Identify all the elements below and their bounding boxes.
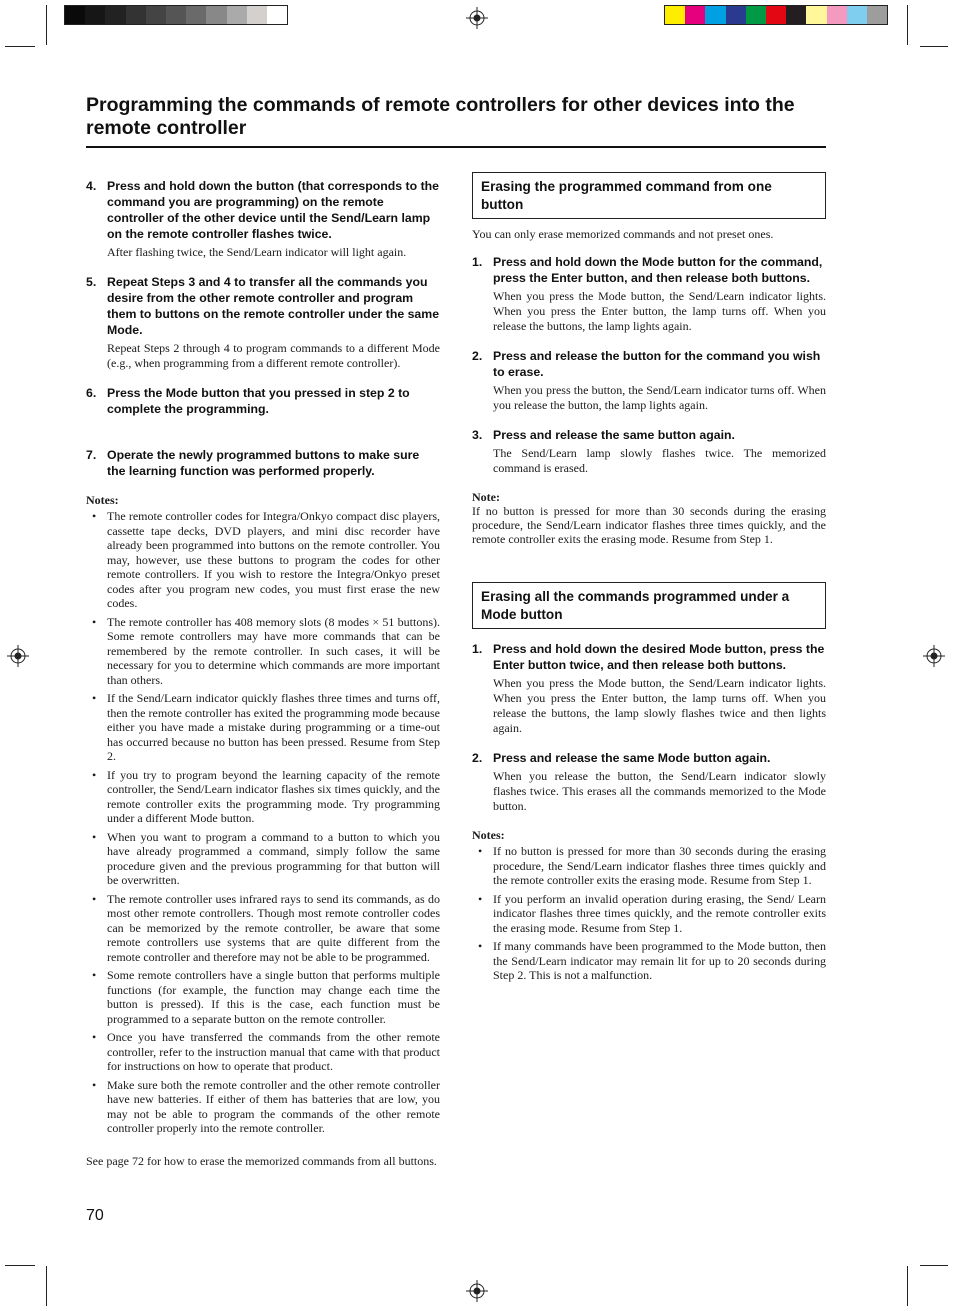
step-heading: Press and hold down the desired Mode button, press the Enter button twice, and then release both buttons. [493, 642, 825, 672]
step-heading: Press and hold down the button (that corresponds to the command you are programming) on the remote controller of the other device until the Send/Learn lamp on the remote controller flashes twice. [107, 179, 440, 241]
step-body: When you release the button, the Send/Learn indicator slowly flashes twice. This erases all the commands memorized to the Mode button. [493, 769, 826, 813]
gray-swatch [267, 6, 287, 24]
step-body: When you press the Mode button, the Send/Learn indicator lights. When you press the Enter button, the lamp turns off. When you release the buttons, the lamp lights again. [493, 289, 826, 333]
note-item: • Some remote controllers have a single button that performs multiple functions (for example, the function may change each time the button is pressed). If this is the case, each function must be programmed to a separate button on the remote controller. [86, 968, 440, 1026]
bullet: • [478, 939, 483, 953]
gray-swatch [206, 6, 226, 24]
step-number: 4. [86, 179, 97, 193]
step-6 [86, 385, 440, 417]
step-number: 6. [86, 386, 97, 400]
note-item: • If many commands have been programmed to the Mode button, then the Send/Learn indicator may remain lit for up to 20 seconds during Step 2. This is not a malfunction. [472, 939, 826, 983]
step-2 [472, 750, 826, 814]
color-swatch [786, 6, 806, 24]
page-number: 70 [86, 1207, 104, 1224]
step-heading: Press and hold down the Mode button for the command, press the Enter button, and then release both buttons. [493, 255, 823, 285]
note-text: If no button is pressed for more than 30 seconds during the erasing procedure, the Send/Learn indicator flashes three times quickly, and the remote controller exits the erasing mode. Resume from Step 1. [472, 504, 826, 546]
registration-mark-left-icon [7, 645, 29, 667]
color-swatch [766, 6, 786, 24]
bullet: • [92, 691, 97, 705]
gray-swatch [65, 6, 85, 24]
color-calibration-strip [664, 5, 888, 25]
bullet: • [92, 767, 97, 782]
gray-swatch [247, 6, 267, 24]
color-swatch [665, 6, 685, 24]
note-item: • The remote controller has 408 memory slots (8 modes × 51 buttons). Some remote controllers may have more commands that can be remembered by the remote controller. In such cases, it will be necessary for you to determine which commands are more important than others. [86, 615, 440, 688]
color-swatch [726, 6, 746, 24]
step-1 [472, 254, 826, 334]
step-5 [86, 274, 440, 371]
note-item: • The remote controller uses infrared rays to send its commands, as do most other remote controllers. Though most remote controller codes can be memorized by the remote controller, be aware that some remote controllers use systems that are quite different from the remote controller and therefore may not be able to be programmed. [86, 892, 440, 965]
step-2 [472, 348, 826, 413]
step-number: 1. [472, 255, 483, 269]
footer-paragraph: See page 72 for how to erase the memorized commands from all buttons. [86, 1153, 437, 1168]
note-item: • If you try to program beyond the learning capacity of the remote controller, the Send/Learn indicator flashes six times quickly, and the remote controller exits the programming mode. Try programming under a different Mode button. [86, 768, 440, 826]
step-number: 2. [472, 349, 483, 363]
step-number: 5. [86, 275, 97, 289]
section-heading: Erasing all the commands programmed under a Mode button [472, 582, 826, 629]
section-heading: Erasing the programmed command from one button [472, 172, 826, 219]
step-heading: Press and release the button for the command you wish to erase. [493, 349, 821, 379]
step-1 [472, 641, 826, 736]
gray-swatch [186, 6, 206, 24]
bullet: • [92, 614, 97, 629]
left-column [86, 178, 440, 1169]
gray-swatch [105, 6, 125, 24]
color-swatch [685, 6, 705, 24]
color-swatch [827, 6, 847, 24]
note-item: • If you perform an invalid operation during erasing, the Send/ Learn indicator flashes three times quickly, and the remote controller exits the erasing mode. Resume from Step 1. [472, 892, 826, 936]
step-heading: Press the Mode button that you pressed in step 2 to complete the programming. [107, 386, 410, 416]
gray-swatch [126, 6, 146, 24]
step-heading: Press and release the same button again. [493, 428, 735, 442]
color-swatch [847, 6, 867, 24]
step-body: After flashing twice, the Send/Learn indicator will light again. [107, 245, 407, 259]
color-swatch [705, 6, 725, 24]
gray-swatch [166, 6, 186, 24]
registration-mark-right-icon [923, 645, 945, 667]
bullet: • [478, 844, 483, 858]
section-erase-one-button [472, 172, 826, 546]
step-body: Repeat Steps 2 through 4 to program commands to a different Mode (e.g., when programming from a different remote controller). [107, 341, 440, 370]
step-heading: Operate the newly programmed buttons to make sure the learning function was performed properly. [107, 448, 420, 478]
gray-swatch [85, 6, 105, 24]
gray-swatch [227, 6, 247, 24]
bullet: • [478, 891, 483, 906]
color-swatch [867, 6, 887, 24]
registration-mark-bottom-icon [466, 1280, 488, 1302]
step-heading: Press and release the same Mode button again. [493, 751, 771, 765]
color-swatch [746, 6, 766, 24]
bullet: • [92, 891, 97, 906]
step-7 [86, 447, 440, 479]
bullet: • [92, 1030, 97, 1044]
bullet: • [92, 968, 97, 982]
note-item: • The remote controller codes for Integra/Onkyo compact disc players, cassette tape decks, DVD players, and mini disc recorder have already been programmed into buttons on the remote controller. You may, however, use these buttons to program the codes for other remote controllers. If you wish to restore the Integra/Onkyo preset codes after you program new codes, you must first erase the new codes. [86, 509, 440, 611]
notes-label: Notes: [472, 828, 505, 842]
section-intro: You can only erase memorized commands and not preset ones. [472, 227, 774, 241]
bullet: • [92, 829, 97, 844]
notes-list [472, 844, 826, 983]
note-item: • If no button is pressed for more than 30 seconds during the erasing procedure, the Send/Learn indicator flashes three times quickly and the remote controller exits the erasing mode. Resume from Step 1. [472, 844, 826, 888]
step-number: 1. [472, 642, 483, 656]
step-body: When you press the button, the Send/Learn indicator turns off. When you release the button, the lamp lights again. [493, 383, 826, 412]
section-note [472, 490, 826, 546]
registration-mark-top-icon [466, 7, 488, 29]
page-title: Programming the commands of remote controllers for other devices into the remote controller [86, 94, 795, 139]
bullet: • [92, 509, 97, 523]
title-rule [86, 146, 826, 148]
note-label: Note: [472, 490, 500, 504]
step-4 [86, 178, 440, 260]
gray-swatch [146, 6, 166, 24]
notes-label: Notes: [86, 493, 119, 507]
bullet: • [92, 1077, 97, 1092]
note-item: • If the Send/Learn indicator quickly flashes three times and turns off, then the remote controller has exited the programming mode because either you have made a mistake during programming or a time-out has occurred because no button has been pressed. Resume from Step 2. [86, 691, 440, 764]
section-erase-all-mode [472, 582, 826, 983]
notes-list [86, 509, 440, 1136]
step-body: The Send/Learn lamp slowly flashes twice. The memorized command is erased. [493, 446, 826, 475]
step-number: 7. [86, 448, 97, 462]
step-number: 3. [472, 428, 483, 442]
color-swatch [806, 6, 826, 24]
step-body: When you press the Mode button, the Send/Learn indicator lights. When you press the Enter button, the lamp turns off. When you release the buttons, the lamp slowly flashes twice and then lights again. [493, 676, 826, 735]
step-heading: Repeat Steps 3 and 4 to transfer all the commands you desire from the other remote controller and program them to buttons on the remote controller under the same Mode. [107, 275, 440, 337]
grayscale-calibration-strip [64, 5, 288, 25]
step-number: 2. [472, 751, 483, 765]
right-column [472, 172, 826, 987]
note-item: • Make sure both the remote controller and the other remote controller have new batteries. If either of them has batteries that are low, you may not be able to program the commands of the other remote controller properly into the remote controller. [86, 1078, 440, 1136]
step-3 [472, 427, 826, 476]
note-item: • Once you have transferred the commands from the other remote controller, refer to the instruction manual that came with that product for instructions on how to operate that product. [86, 1030, 440, 1074]
note-item: • When you want to program a command to a button to which you have already programmed a command, simply follow the same procedure given and the previous programming for that button will be overwritten. [86, 830, 440, 888]
